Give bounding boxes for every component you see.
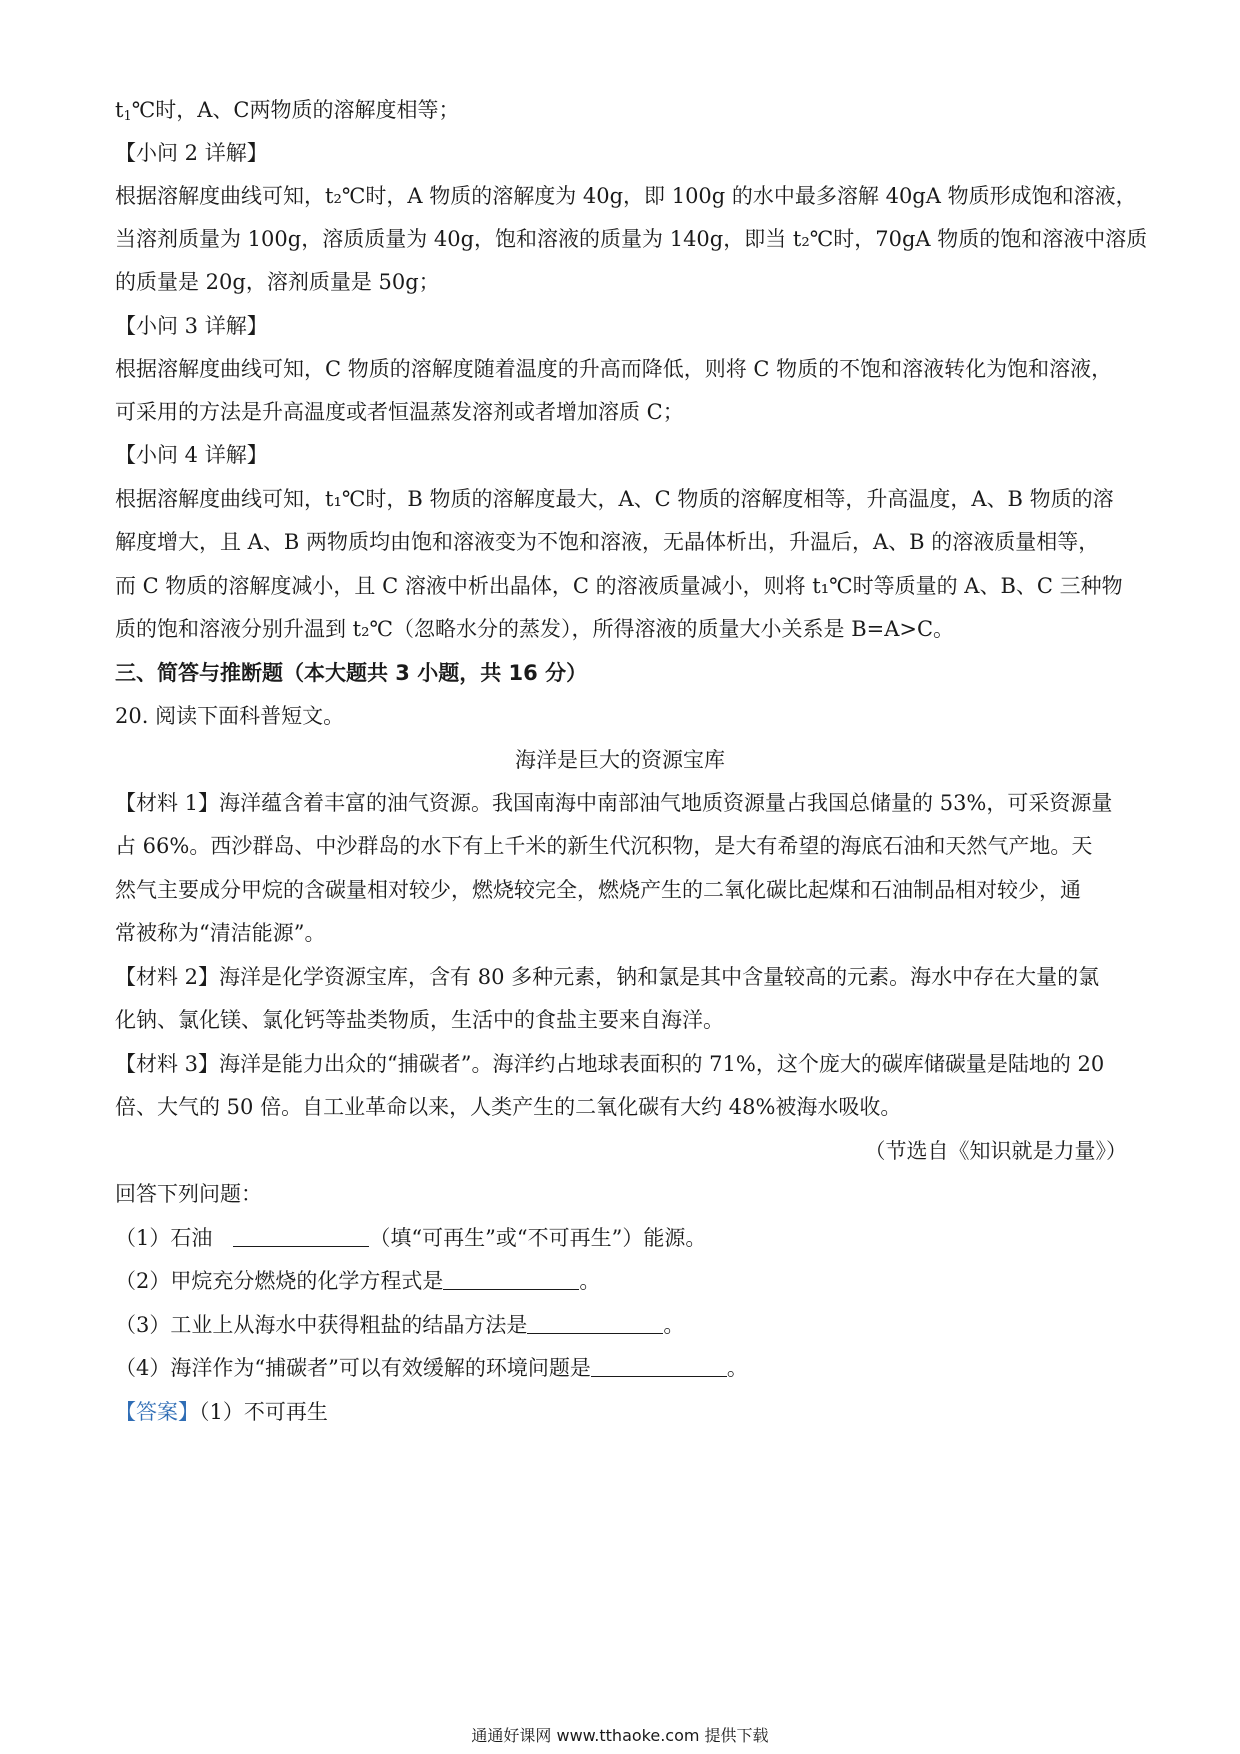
answer-blank-3[interactable] bbox=[527, 1313, 663, 1334]
answer-text: （1）不可再生 bbox=[199, 1400, 328, 1424]
text-line: 而 C 物质的溶解度减小，且 C 溶液中析出晶体，C 的溶液质量减小，则将 t₁℃时等质量的 A、B、C 三种物 bbox=[115, 574, 1123, 598]
question-1: （1）石油 （填“可再生”或“不可再生”）能源。 bbox=[115, 1226, 707, 1250]
text-line: 可采用的方法是升高温度或者恒温蒸发溶剂或者增加溶质 C； bbox=[115, 400, 684, 424]
page-footer: 通通好课网 www.tthaoke.com 提供下载 bbox=[471, 1726, 769, 1745]
subheading: 【小问 2 详解】 bbox=[115, 141, 268, 165]
question-2: （2）甲烷充分燃烧的化学方程式是 。 bbox=[115, 1269, 601, 1293]
text-line: 根据溶解度曲线可知，C 物质的溶解度随着温度的升高而降低，则将 C 物质的不饱和溶液转化为饱和溶液， bbox=[115, 357, 1113, 381]
text-line: 根据溶解度曲线可知，t₁℃时，B 物质的溶解度最大，A、C 物质的溶解度相等，升高温度，A、B 物质的溶 bbox=[115, 487, 1114, 511]
material-line: 【材料 1】海洋蕴含着丰富的油气资源。我国南海中南部油气地质资源量占我国总储量的 53%，可采资源量 bbox=[115, 791, 1113, 815]
answer-line bbox=[115, 1398, 1135, 1426]
text-line: 解度增大，且 A、B 两物质均由饱和溶液变为不饱和溶液，无晶体析出，升温后，A、B 的溶液质量相等， bbox=[115, 530, 1100, 554]
text-line: 根据溶解度曲线可知，t₂℃时，A 物质的溶解度为 40g，即 100g 的水中最多溶解 40gA 物质形成饱和溶液， bbox=[115, 184, 1137, 208]
material-line: 占 66%。西沙群岛、中沙群岛的水下有上千米的新生代沉积物，是大有希望的海底石油和天然气产地。天 bbox=[115, 834, 1093, 858]
question-4: （4）海洋作为“捕碳者”可以有效缓解的环境问题是 。 bbox=[115, 1356, 748, 1380]
material-line: 【材料 3】海洋是能力出众的“捕碳者”。海洋约占地球表面积的 71%，这个庞大的碳库储碳量是陆地的 20 bbox=[115, 1052, 1105, 1076]
text-line: 当溶剂质量为 100g，溶质质量为 40g，饱和溶液的质量为 140g，即当 t₂℃时，70gA 物质的饱和溶液中溶质 bbox=[115, 227, 1148, 251]
text-line: $t_1℃$时，A、C两物质的溶解度相等； bbox=[115, 98, 460, 124]
question-3: （3）工业上从海水中获得粗盐的结晶方法是 。 bbox=[115, 1313, 685, 1337]
subheading: 【小问 3 详解】 bbox=[115, 314, 268, 338]
answer-blank-4[interactable] bbox=[591, 1356, 727, 1377]
source-note: （节选自《知识就是力量》） bbox=[864, 1139, 1127, 1163]
material-line: 然气主要成分甲烷的含碳量相对较少，燃烧较完全，燃烧产生的二氧化碳比起煤和石油制品相对较少，通 bbox=[115, 878, 1081, 902]
article-title: 海洋是巨大的资源宝库 bbox=[515, 748, 725, 772]
answer-blank-2[interactable] bbox=[443, 1269, 579, 1290]
answer-blank-1[interactable] bbox=[233, 1226, 369, 1247]
text-line: 的质量是 20g，溶剂质量是 50g； bbox=[115, 270, 440, 294]
text-line: 质的饱和溶液分别升温到 t₂℃（忽略水分的蒸发），所得溶液的质量大小关系是 B=A>C。 bbox=[115, 617, 955, 641]
material-line: 倍、大气的 50 倍。自工业革命以来，人类产生的二氧化碳有大约 48%被海水吸收。 bbox=[115, 1095, 902, 1119]
subheading: 【小问 4 详解】 bbox=[115, 443, 268, 467]
material-line: 化钠、氯化镁、氯化钙等盐类物质，生活中的食盐主要来自海洋。 bbox=[115, 1008, 724, 1032]
answer-prompt: 回答下列问题： bbox=[115, 1182, 262, 1206]
section-title: 三、简答与推断题（本大题共 3 小题，共 16 分） bbox=[115, 661, 588, 685]
material-line: 常被称为“清洁能源”。 bbox=[115, 921, 326, 945]
question-intro: 20. 阅读下面科普短文。 bbox=[115, 704, 345, 728]
answer-tag: 【答案】 bbox=[115, 1400, 199, 1424]
material-line: 【材料 2】海洋是化学资源宝库，含有 80 多种元素，钠和氯是其中含量较高的元素。海水中存在大量的氯 bbox=[115, 965, 1100, 989]
